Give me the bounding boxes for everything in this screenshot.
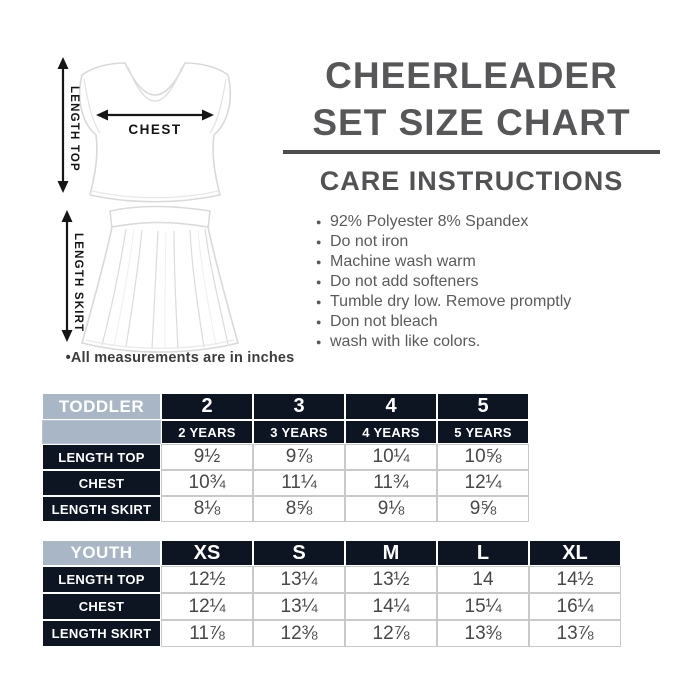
length-skirt-arrow [62, 210, 73, 342]
youth-cell-length-top: 13¼ [253, 566, 345, 593]
toddler-cell-chest: 12¼ [437, 470, 529, 496]
chest-label: CHEST [128, 122, 182, 137]
youth-row-label: CHEST [42, 593, 161, 620]
youth-cell-chest: 15¼ [437, 593, 529, 620]
garment-diagram [30, 45, 275, 355]
youth-cell-length-skirt: 13⅜ [437, 620, 529, 647]
length-top-label: LENGTH TOP [68, 86, 80, 172]
care-item-text: 92% Polyester 8% Spandex [330, 213, 529, 230]
length-skirt-label: LENGTH SKIRT [72, 233, 84, 333]
youth-size-header: S [253, 540, 345, 566]
youth-cell-chest: 14¼ [345, 593, 437, 620]
care-item-text: wash with like colors. [330, 333, 481, 350]
toddler-cell-length-skirt: 9⅝ [437, 496, 529, 522]
page-title [283, 52, 660, 146]
toddler-cell-length-top: 10¼ [345, 444, 437, 470]
care-instructions-list [316, 212, 660, 352]
youth-size-header: M [345, 540, 437, 566]
toddler-size-table [42, 393, 529, 522]
toddler-row-label: CHEST [42, 470, 161, 496]
youth-cell-chest: 13¼ [253, 593, 345, 620]
youth-cell-length-top: 14½ [529, 566, 621, 593]
skirt-illustration [82, 207, 238, 353]
measurement-note: •All measurements are in inches [65, 350, 295, 366]
care-item-text: Do not iron [330, 233, 409, 250]
bullet-icon: ● [316, 317, 322, 327]
bullet-icon: ● [316, 277, 322, 287]
bullet-icon: ● [316, 297, 322, 307]
toddler-cell-length-skirt: 8⅝ [253, 496, 345, 522]
care-instructions-heading: CARE INSTRUCTIONS [319, 166, 624, 196]
page-title-line2: SET SIZE CHART [312, 102, 631, 143]
page-title-line1: CHEERLEADER [325, 55, 618, 96]
care-item-text: Tumble dry low. Remove promptly [330, 293, 572, 310]
youth-group-header: YOUTH [42, 540, 161, 566]
youth-size-header: XL [529, 540, 621, 566]
care-item-text: Do not add softeners [330, 273, 479, 290]
toddler-row-label: LENGTH TOP [42, 444, 161, 470]
youth-cell-length-top: 12½ [161, 566, 253, 593]
toddler-empty-corner [42, 420, 161, 444]
youth-cell-chest: 12¼ [161, 593, 253, 620]
bullet-icon: ● [316, 337, 322, 347]
toddler-cell-length-skirt: 8⅛ [161, 496, 253, 522]
bullet-icon: ● [316, 257, 322, 267]
care-item [316, 292, 660, 312]
youth-size-table [42, 540, 621, 647]
toddler-years-header: 3 YEARS [253, 420, 345, 444]
toddler-cell-length-top: 9⅞ [253, 444, 345, 470]
care-item [316, 252, 660, 272]
youth-row-label: LENGTH TOP [42, 566, 161, 593]
toddler-cell-length-top: 10⅝ [437, 444, 529, 470]
youth-cell-length-skirt: 12⅞ [345, 620, 437, 647]
toddler-cell-length-skirt: 9⅛ [345, 496, 437, 522]
toddler-group-header: TODDLER [42, 393, 161, 420]
toddler-size-header: 2 [161, 393, 253, 420]
youth-size-header: L [437, 540, 529, 566]
toddler-size-header: 3 [253, 393, 345, 420]
care-item [316, 272, 660, 292]
care-item [316, 232, 660, 252]
bullet-icon: ● [316, 217, 322, 227]
youth-cell-length-skirt: 12⅜ [253, 620, 345, 647]
care-item [316, 332, 660, 352]
toddler-years-header: 4 YEARS [345, 420, 437, 444]
youth-cell-length-top: 14 [437, 566, 529, 593]
bullet-icon: ● [316, 237, 322, 247]
title-divider [283, 150, 660, 154]
toddler-years-header: 2 YEARS [161, 420, 253, 444]
youth-cell-length-top: 13½ [345, 566, 437, 593]
youth-size-header: XS [161, 540, 253, 566]
toddler-years-header: 5 YEARS [437, 420, 529, 444]
toddler-cell-chest: 11¾ [345, 470, 437, 496]
toddler-size-header: 5 [437, 393, 529, 420]
toddler-row-label: LENGTH SKIRT [42, 496, 161, 522]
toddler-cell-chest: 11¼ [253, 470, 345, 496]
youth-cell-chest: 16¼ [529, 593, 621, 620]
youth-row-label: LENGTH SKIRT [42, 620, 161, 647]
care-item-text: Don not bleach [330, 313, 438, 330]
toddler-cell-chest: 10¾ [161, 470, 253, 496]
care-item-text: Machine wash warm [330, 253, 476, 270]
care-item [316, 212, 660, 232]
toddler-size-header: 4 [345, 393, 437, 420]
youth-cell-length-skirt: 11⅞ [161, 620, 253, 647]
youth-cell-length-skirt: 13⅞ [529, 620, 621, 647]
toddler-cell-length-top: 9½ [161, 444, 253, 470]
care-item [316, 312, 660, 332]
length-top-arrow [58, 57, 69, 193]
